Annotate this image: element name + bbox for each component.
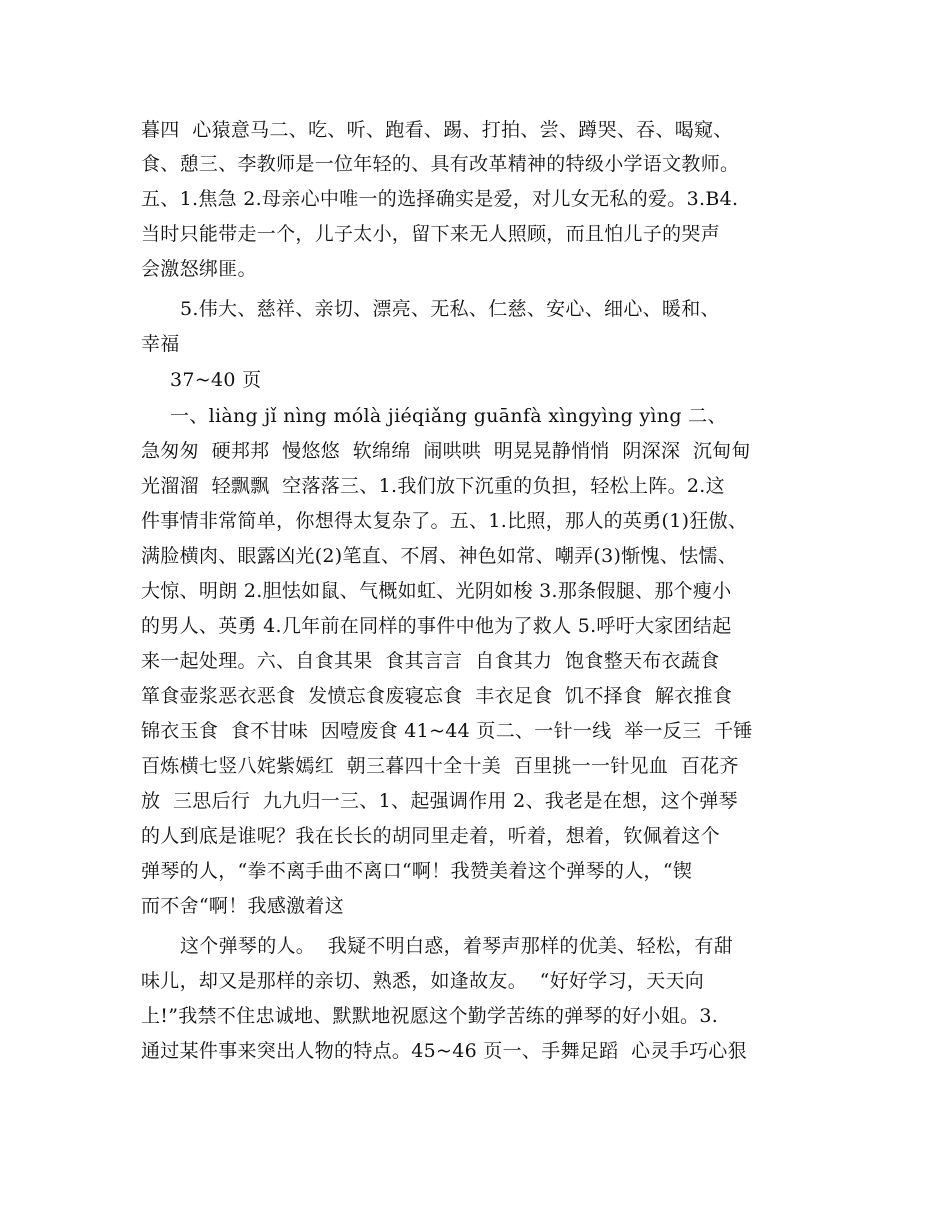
page-range-label: 37~40 页 <box>170 369 262 391</box>
text-line: 通过某件事来突出人物的特点。45~46 页一、手舞足蹈 心灵手巧心狠 <box>141 1040 747 1062</box>
text-line: 当时只能带走一个，儿子太小，留下来无人照顾，而且怕儿子的哭声 <box>141 223 721 245</box>
text-line: 5.伟大、慈祥、亲切、漂亮、无私、仁慈、安心、细心、暖和、 <box>180 298 720 320</box>
text-line: 急匆匆 硬邦邦 慢悠悠 软绵绵 闹哄哄 明晃晃静悄悄 阴深深 沉甸甸 <box>141 440 751 462</box>
text-line: 这个弹琴的人。 我疑不明白惑，着琴声那样的优美、轻松，有甜 <box>180 935 734 957</box>
text-line: 箪食壶浆恶衣恶食 发愤忘食废寝忘食 丰衣足食 饥不择食 解衣推食 <box>141 685 733 707</box>
text-line: 会激怒绑匪。 <box>141 258 257 280</box>
text-line: 食、憩三、李教师是一位年轻的、具有改革精神的特级小学语文教师。 <box>141 153 740 175</box>
text-line: 来一起处理。六、自食其果 食其言言 自食其力 饱食整天布衣蔬食 <box>141 650 720 672</box>
text-line: 件事情非常简单，你想得太复杂了。五、1.比照，那人的英勇(1)狂傲、 <box>141 510 748 532</box>
text-line: 锦衣玉食 食不甘味 因噎废食 41~44 页二、一针一线 举一反三 千锤 <box>141 720 753 742</box>
text-line: 而不舍“啊！我感激着这 <box>141 895 345 917</box>
text-line: 一、liàng jǐ nìng mólà jiéqiǎng guānfà xìngyìng yìng 二、 <box>170 405 727 427</box>
text-line: 暮四 心猿意马二、吃、听、跑看、踢、打拍、尝、蹲哭、吞、喝窥、 <box>141 119 733 141</box>
text-line: 大惊、明朗 2.胆怯如鼠、气概如虹、光阴如梭 3.那条假腿、那个瘦小 <box>141 580 732 602</box>
text-line: 放 三思后行 九九归一三、1、起强调作用 2、我老是在想，这个弹琴 <box>141 790 738 812</box>
text-line: 的男人、英勇 4.几年前在同样的事件中他为了救人 5.呼吁大家团结起 <box>141 615 732 637</box>
text-line: 百炼横七竖八姹紫嫣红 朝三暮四十全十美 百里挑一一针见血 百花齐 <box>141 755 739 777</box>
text-line: 满脸横肉、眼露凶光(2)笔直、不屑、神色如常、嘲弄(3)惭愧、怯懦、 <box>141 545 738 567</box>
text-line: 五、1.焦急 2.母亲心中唯一的选择确实是爱，对儿女无私的爱。3.B4. <box>141 188 739 210</box>
text-line: 弹琴的人，“拳不离手曲不离口“啊！我赞美着这个弹琴的人，“锲 <box>141 860 693 882</box>
text-line: 光溜溜 轻飘飘 空落落三、1.我们放下沉重的负担，轻松上阵。2.这 <box>141 475 725 497</box>
text-line: 上!”我禁不住忠诚地、默默地祝愿这个勤学苦练的弹琴的好小姐。3. <box>141 1005 719 1027</box>
text-line: 的人到底是谁呢？我在长长的胡同里走着，听着，想着，钦佩着这个 <box>141 825 721 847</box>
text-line: 幸福 <box>141 333 180 355</box>
text-line: 味儿，却又是那样的亲切、熟悉，如逢故友。 “好好学习，天天向 <box>141 970 705 992</box>
